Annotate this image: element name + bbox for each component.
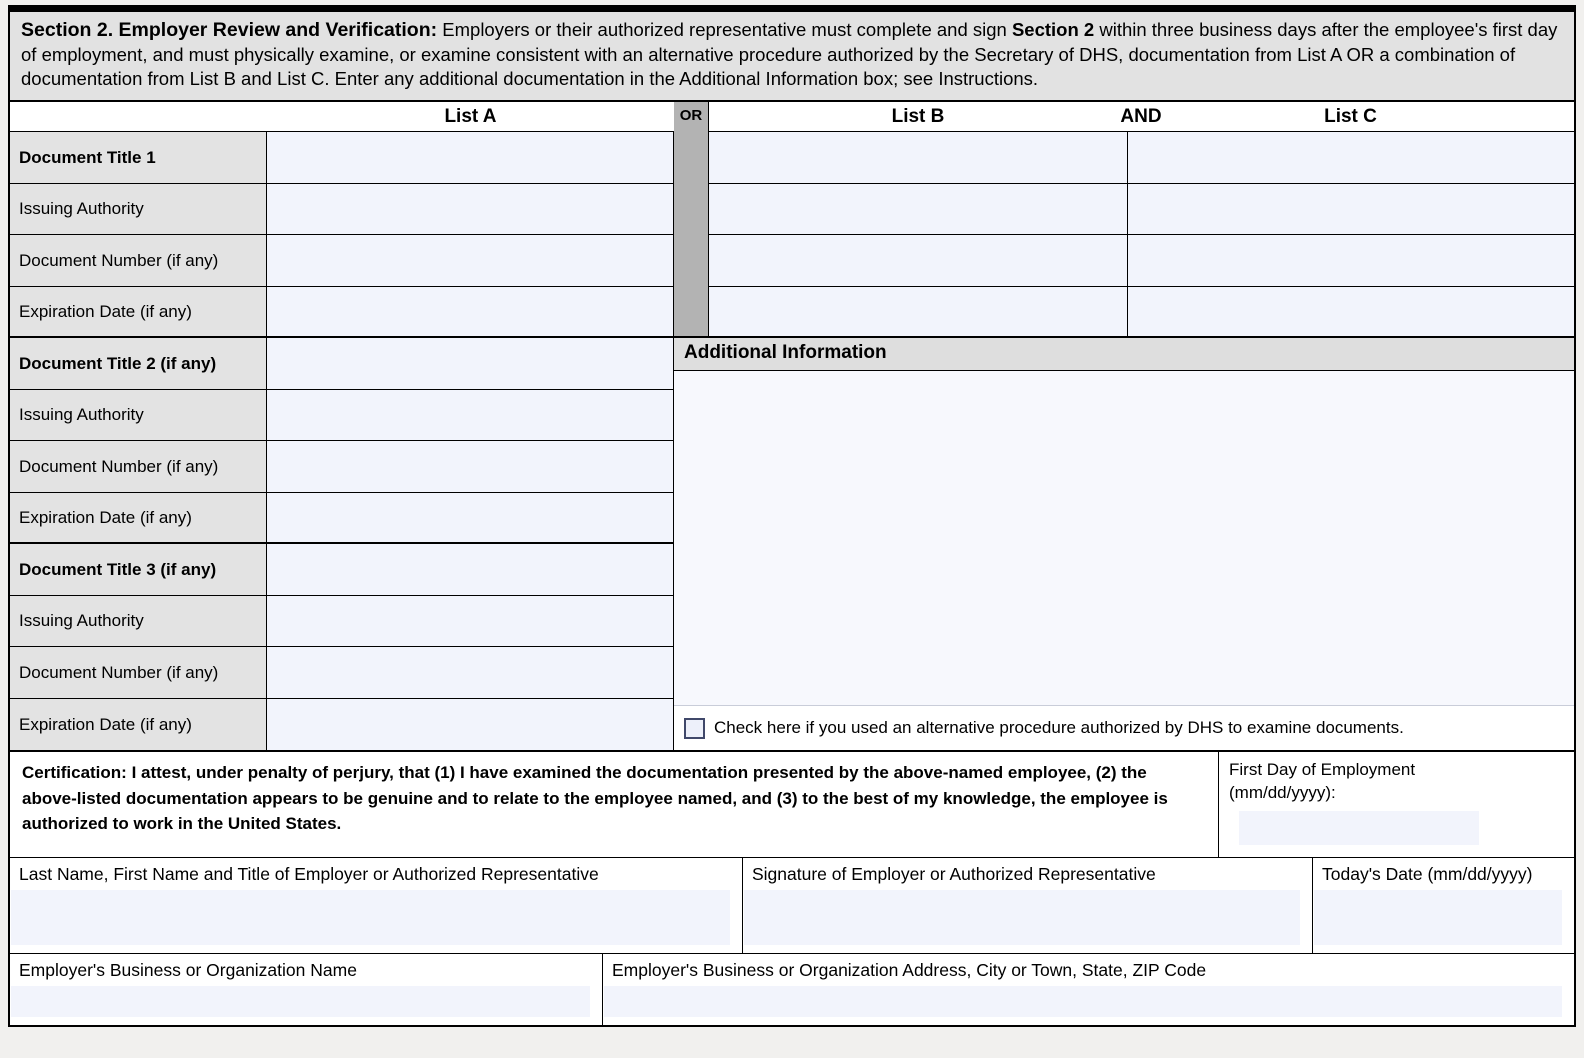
doc-row-label: Document Title 1 [10, 132, 267, 184]
list-c-input-0[interactable] [1127, 132, 1574, 184]
list-a-input-0[interactable] [267, 132, 674, 184]
employer-business-row [10, 954, 1574, 1025]
list-b-input-3[interactable] [709, 287, 1127, 339]
list-a-input-10[interactable] [267, 647, 674, 699]
doc-row-label: Document Number (if any) [10, 235, 267, 287]
employer-signature-cell [742, 858, 1312, 953]
or-label: OR [679, 107, 703, 125]
doc-row-label: Document Number (if any) [10, 647, 267, 699]
section2-title: Section 2. Employer Review and Verification: [21, 19, 438, 41]
list-a-header-label: List A [444, 105, 497, 127]
doc-row-label: Document Title 2 (if any) [10, 338, 267, 390]
doc-row-label: Issuing Authority [10, 596, 267, 648]
additional-information-input[interactable] [674, 371, 1574, 705]
document-table [10, 102, 1574, 752]
list-b-header [709, 102, 1127, 132]
first-day-label-line1: First Day of Employment [1229, 760, 1416, 780]
list-a-input-11[interactable] [267, 699, 674, 751]
business-address-cell [602, 954, 1574, 1025]
list-b-input-2[interactable] [709, 235, 1127, 287]
i9-section2-form [8, 5, 1576, 1027]
list-a-input-1[interactable] [267, 184, 674, 236]
certification-body: I attest, under penalty of perjury, that (1) I have examined the documentation presented by the above-named employee, (2) the above-listed documentation appears to be genuine and to relate to the employee named, and (3) to the best of my knowledge, the employee is authorized to work in the United States. [22, 763, 1168, 834]
doc-row-label: Expiration Date (if any) [10, 493, 267, 545]
list-c-input-2[interactable] [1127, 235, 1574, 287]
business-name-input[interactable] [11, 986, 590, 1017]
doc-row-label: Issuing Authority [10, 184, 267, 236]
first-day-of-employment-cell [1218, 752, 1574, 857]
employer-signature-label: Signature of Employer or Authorized Representative [752, 864, 1156, 885]
instructions-text-post: within three business days after the employee's first day of employment, and must physically examine, or examine consistent with an alternative procedure authorized by the Secretary of DHS, documentation from List A OR a combination of documentation from List B and List C. Enter any additional documentation in the Additional Information box; see Instructions. [21, 19, 1558, 90]
list-a-input-2[interactable] [267, 235, 674, 287]
business-address-label: Employer's Business or Organization Address, City or Town, State, ZIP Code [612, 960, 1207, 981]
business-name-label: Employer's Business or Organization Name [19, 960, 357, 981]
and-header-label: AND [1116, 106, 1165, 128]
list-a-input-5[interactable] [267, 390, 674, 442]
additional-information-header: Additional Information [674, 338, 1574, 371]
list-a-input-4[interactable] [267, 338, 674, 390]
list-c-header-label: List C [1324, 105, 1377, 127]
alternative-procedure-checkbox-label: Check here if you used an alternative procedure authorized by DHS to examine documents. [714, 718, 1404, 738]
employer-name-input[interactable] [11, 890, 730, 945]
list-a-input-8[interactable] [267, 544, 674, 596]
employer-name-cell [10, 858, 742, 953]
business-address-input[interactable] [604, 986, 1562, 1017]
list-a-input-6[interactable] [267, 441, 674, 493]
todays-date-label: Today's Date (mm/dd/yyyy) [1322, 864, 1533, 885]
first-day-label-line2: (mm/dd/yyyy): [1229, 782, 1336, 802]
list-c-input-3[interactable] [1127, 287, 1574, 339]
certification-text [10, 752, 1218, 857]
list-a-input-3[interactable] [267, 287, 674, 339]
doc-row-label: Document Title 3 (if any) [10, 544, 267, 596]
todays-date-cell [1312, 858, 1574, 953]
list-b-header-label: List B [891, 105, 945, 127]
list-a-input-7[interactable] [267, 493, 674, 545]
section2-instructions [10, 12, 1574, 102]
certification-label: Certification: [22, 763, 127, 783]
list-a-header [10, 102, 674, 132]
business-name-cell [10, 954, 602, 1025]
employer-signature-input[interactable] [744, 890, 1300, 945]
first-day-of-employment-input[interactable] [1239, 811, 1479, 845]
list-a-input-9[interactable] [267, 596, 674, 648]
doc-row-label: Issuing Authority [10, 390, 267, 442]
instructions-bold-section2: Section 2 [1011, 19, 1095, 40]
certification-section [10, 752, 1574, 858]
or-column [674, 102, 709, 338]
additional-information-section [674, 338, 1574, 750]
alternative-procedure-checkbox[interactable] [684, 718, 705, 739]
list-b-input-0[interactable] [709, 132, 1127, 184]
todays-date-input[interactable] [1314, 890, 1562, 945]
doc-row-label: Expiration Date (if any) [10, 699, 267, 751]
employer-name-label: Last Name, First Name and Title of Employer or Authorized Representative [19, 864, 599, 885]
alternative-procedure-row [674, 705, 1574, 750]
doc-row-label: Document Number (if any) [10, 441, 267, 493]
list-b-input-1[interactable] [709, 184, 1127, 236]
employer-signature-row [10, 858, 1574, 954]
list-c-header [1120, 102, 1574, 132]
list-c-input-1[interactable] [1127, 184, 1574, 236]
instructions-text-pre: Employers or their authorized representative must complete and sign [442, 19, 1007, 40]
doc-row-label: Expiration Date (if any) [10, 287, 267, 339]
